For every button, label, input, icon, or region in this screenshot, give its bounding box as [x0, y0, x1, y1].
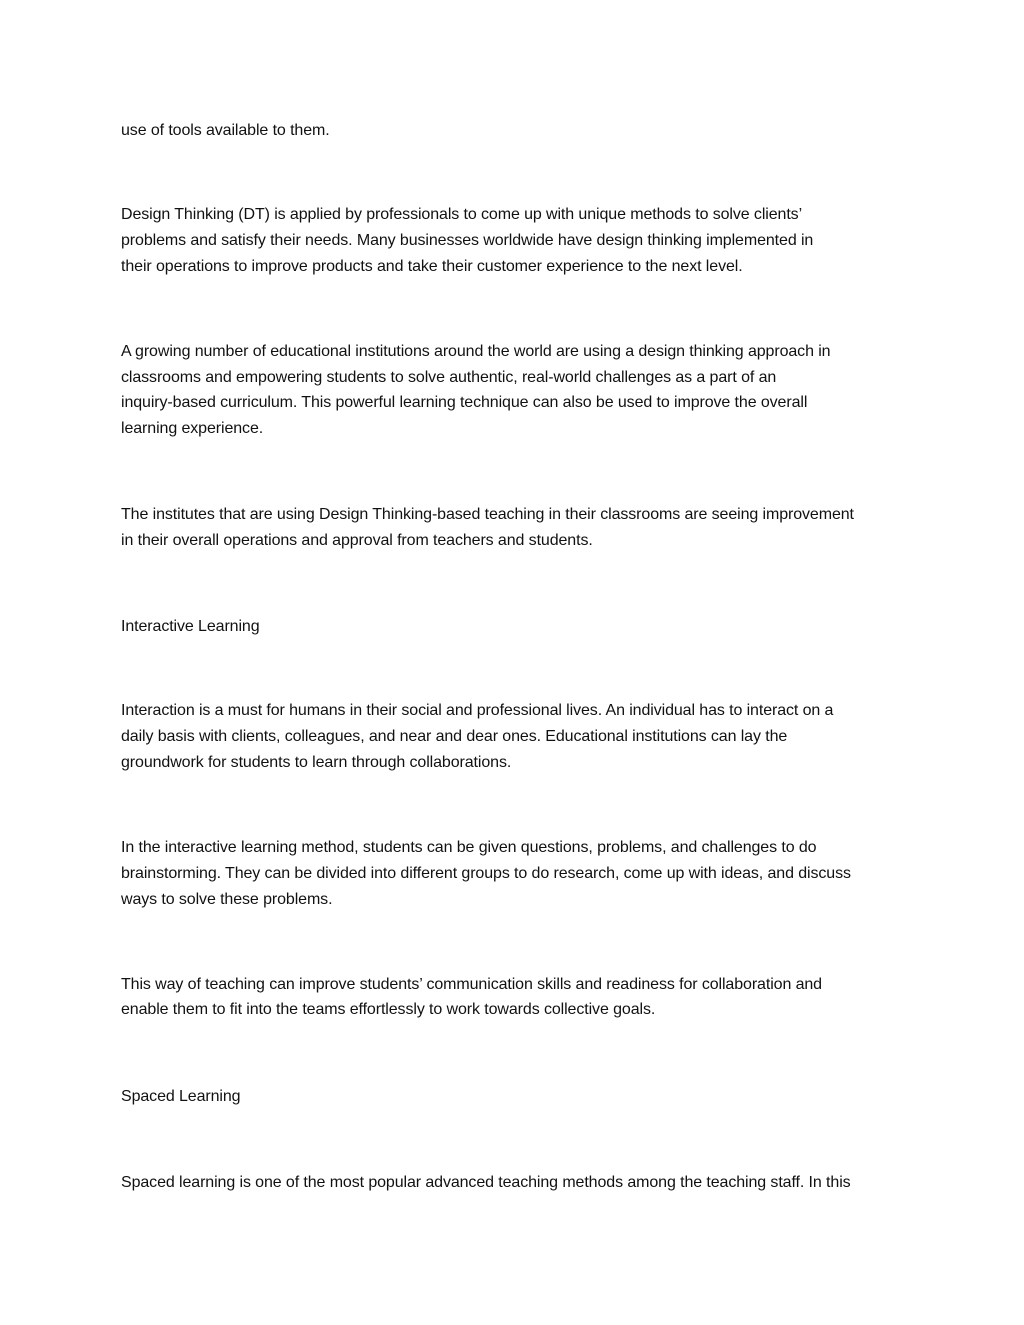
paragraph-line: learning experience.	[121, 420, 264, 437]
paragraph-line: Spaced learning is one of the most popular advanced teaching methods among the teaching staff. In this	[121, 1174, 851, 1191]
paragraph-line: This way of teaching can improve students’ communication skills and readiness for collaboration and	[121, 976, 822, 993]
paragraph-line: groundwork for students to learn through collaborations.	[121, 754, 512, 771]
paragraph-line: Interaction is a must for humans in their social and professional lives. An individual has to interact on a	[121, 702, 834, 719]
paragraph-line: use of tools available to them.	[121, 122, 330, 139]
paragraph-line: inquiry-based curriculum. This powerful learning technique can also be used to improve the overall	[121, 394, 808, 411]
paragraph-line: their operations to improve products and take their customer experience to the next level.	[121, 258, 743, 275]
paragraph-line: classrooms and empowering students to solve authentic, real-world challenges as a part of an	[121, 369, 777, 386]
section-heading: Spaced Learning	[121, 1088, 241, 1105]
paragraph-line: A growing number of educational institutions around the world are using a design thinking approach in	[121, 343, 831, 360]
paragraph-line: ways to solve these problems.	[121, 891, 333, 908]
paragraph-line: brainstorming. They can be divided into different groups to do research, come up with ideas, and discuss	[121, 865, 851, 882]
section-heading: Interactive Learning	[121, 618, 260, 635]
paragraph-line: enable them to fit into the teams effortlessly to work towards collective goals.	[121, 1001, 656, 1018]
paragraph-line: The institutes that are using Design Thinking-based teaching in their classrooms are seeing improvement	[121, 506, 854, 523]
paragraph-line: in their overall operations and approval from teachers and students.	[121, 532, 593, 549]
paragraph-line: problems and satisfy their needs. Many businesses worldwide have design thinking implemented in	[121, 232, 814, 249]
paragraph-line: In the interactive learning method, students can be given questions, problems, and challenges to do	[121, 839, 817, 856]
paragraph-line: daily basis with clients, colleagues, and near and dear ones. Educational institutions can lay the	[121, 728, 788, 745]
paragraph-line: Design Thinking (DT) is applied by professionals to come up with unique methods to solve clients’	[121, 206, 803, 223]
